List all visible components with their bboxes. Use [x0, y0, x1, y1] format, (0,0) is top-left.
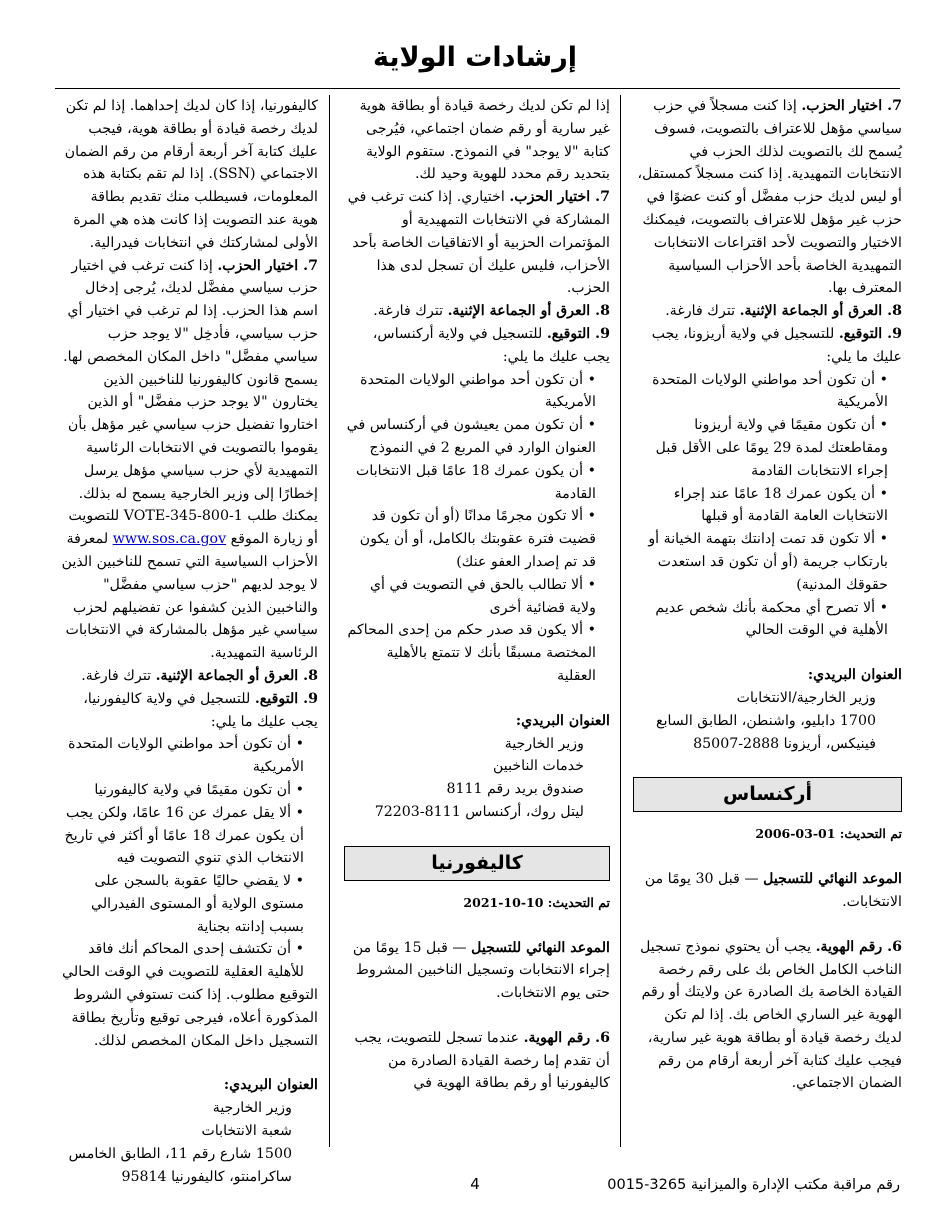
state-header-arkansas: أركنساس: [633, 777, 902, 812]
arizona-party-section: 7. اختيار الحزب. إذا كنت مسجلاً في حزب سياسي مؤهل للاعتراف بالتصويت، فسوف يُسمح لك بالتصويت لذلك الحزب في الانتخابات التمهيدية. إذا كنت مسجلاً كمستقل، أو ليس لديك حزب مفضَّل أو كنت عضوًا في حزب غير مؤهل للاعتراف بالتصويت، فيمكنك الاختيار والتصويت لأحد اقتراعات الانتخابات التمهيدية الخاصة بأحد الأحزاب السياسية المعترف بها.: [637, 98, 902, 297]
arizona-signature-section: 9. التوقيع. للتسجيل في ولاية أريزونا، يجب عليك ما يلي:: [651, 325, 902, 365]
california-race-section: 8. العرق أو الجماعة الإثنية. تترك فارغة.: [81, 667, 318, 684]
page-title: إرشادات الولاية: [372, 42, 578, 73]
list-item: • أن يكون عمرك 18 عامًا عند إجراء الانتخابات العامة القادمة أو قبلها: [673, 485, 888, 525]
section-label: 6. رقم الهوية.: [815, 938, 902, 955]
address-line: فينيكس، أريزونا 2888-85007: [693, 735, 876, 752]
address-line: وزير الخارجية: [212, 1100, 292, 1117]
state-header-california: كاليفورنيا: [344, 846, 610, 881]
deadline-label: الموعد النهائي للتسجيل: [763, 871, 902, 888]
arkansas-signature-section: 9. التوقيع. للتسجيل في ولاية أركنساس، يجب عليك ما يلي:: [372, 325, 610, 365]
list-item: • ألا تطالب بالحق في التصويت في أي ولاية قضائية أخرى: [369, 576, 596, 616]
address-line: ليتل روك، أركنساس 8111-72203: [374, 803, 584, 820]
list-item: • ألا تصرح أي محكمة بأنك شخص عديم الأهلية في الوقت الحالي: [655, 599, 888, 639]
address-line: شعبة الانتخابات: [201, 1123, 292, 1140]
column-middle: [344, 95, 610, 1095]
updated-date: تم التحديث: 01-03-2006: [755, 826, 902, 842]
list-item: • ألا يقل عمرك عن 16 عامًا، ولكن يجب أن يكون عمرك 18 عامًا أو أكثر في تاريخ الانتخاب الذي تنوي التصويت فيه: [64, 804, 304, 867]
list-item: • أن تكون ممن يعيشون في أركنساس في العنوان الوارد في المربع 2 في النموذج: [346, 417, 596, 456]
column-right: [633, 95, 902, 1095]
updated-date: تم التحديث: 10-10-2021: [463, 894, 610, 910]
omb-control-number: رقم مراقبة مكتب الإدارة والميزانية 3265-0015: [607, 1177, 900, 1193]
address-line: وزير الخارجية/الانتخابات: [736, 689, 876, 706]
list-item: • أن يكون عمرك 18 عامًا قبل الانتخابات القادمة: [356, 462, 596, 502]
column-divider-right: [620, 95, 621, 1147]
section-label: 7. اختيار الحزب.: [509, 189, 610, 206]
address-line: وزير الخارجية: [504, 735, 584, 752]
list-item: • أن تكون مقيمًا في ولاية أريزونا ومقاطعتك لمدة 29 يومًا على الأقل قبل إجراء الانتخابات القادمة: [655, 417, 888, 479]
list-item: • أن تكون أحد مواطني الولايات المتحدة الأمريكية: [360, 371, 596, 411]
section-label: 8. العرق أو الجماعة الإثنية.: [155, 667, 318, 684]
mailing-address-label: العنوان البريدي:: [807, 667, 902, 684]
column-left: [60, 95, 318, 1188]
mailing-address-label: العنوان البريدي:: [223, 1077, 318, 1094]
page-number: 4: [470, 1175, 480, 1193]
address-line: ساكرامنتو، كاليفورنيا 95814: [121, 1168, 292, 1185]
list-item: • لا يقضي حاليًا عقوبة بالسجن على مستوى الولاية أو المستوى الفيدرالي بسبب إدانته بجناية: [91, 873, 304, 935]
section-label: 9. التوقيع.: [546, 325, 610, 342]
section-label: 8. العرق أو الجماعة الإثنية.: [739, 303, 902, 320]
address-line: 1500 شارع رقم 11، الطابق الخامس: [68, 1145, 292, 1162]
list-item: • أن تكون أحد مواطني الولايات المتحدة الأمريكية: [652, 371, 888, 411]
list-item: • أن تكون أحد مواطني الولايات المتحدة الأمريكية: [68, 736, 304, 776]
list-item: • أن تكون مقيمًا في ولاية كاليفورنيا: [94, 781, 304, 798]
section-label: 7. اختيار الحزب.: [217, 257, 318, 274]
address-line: صندوق بريد رقم 8111: [446, 781, 584, 798]
california-id-section: 6. رقم الهوية. عندما تسجل للتصويت، يجب أن تقدم إما رخصة القيادة الصادرة من كاليفورنيا أو رقم بطاقة الهوية في: [354, 1029, 610, 1092]
title-rule: [55, 88, 900, 89]
arkansas-race-section: 8. العرق أو الجماعة الإثنية. تترك فارغة.: [373, 303, 610, 320]
address-line: 1700 دابليو، واشنطن، الطابق السابع: [656, 712, 876, 729]
column-divider-left: [329, 95, 330, 1147]
sos-website-link[interactable]: www.sos.ca.gov: [112, 531, 227, 548]
signature-note: التوقيع مطلوب. إذا كنت تستوفي الشروط المذكورة أعلاه، فيرجى توقيع وتأريخ بطاقة التسجيل داخل المكان المخصص لذلك.: [71, 987, 318, 1049]
list-item: • أن تكتشف إحدى المحاكم أنك فاقد للأهلية العقلية للتصويت في الوقت الحالي: [62, 941, 304, 981]
section-label: 7. اختيار الحزب.: [801, 98, 902, 114]
mailing-address-label: العنوان البريدي:: [515, 712, 610, 729]
arkansas-id-section: 6. رقم الهوية. يجب أن يحتوي نموذج تسجيل الناخب الكامل الخاص بك على رقم رخصة القيادة الخاصة بك الصادرة عن ولايتك أو رقم الهوية غير الساري الخاص بك. إذا لم تكن لديك رخصة قيادة أو بطاقة هوية غير سارية، فيجب عليك كتابة آخر أربعة أرقام من رقم الضمان الاجتماعي.: [640, 938, 902, 1092]
arizona-race-section: 8. العرق أو الجماعة الإثنية. تترك فارغة.: [665, 303, 902, 320]
registration-deadline: الموعد النهائي للتسجيل — قبل 15 يومًا من إجراء الانتخابات وتسجيل الناخبين المشروط حتى يوم الانتخابات.: [352, 939, 610, 1002]
address-line: خدمات الناخبين: [492, 758, 584, 775]
section-label: 9. التوقيع.: [254, 690, 318, 707]
arkansas-id-continued: إذا لم تكن لديك رخصة قيادة أو بطاقة هوية غير سارية أو رقم ضمان اجتماعي، فيُرجى كتابة "لا يوجد" في النموذج. ستقوم الولاية بتحديد رقم محدد للهوية وحيد لك.: [359, 98, 610, 183]
section-label: 9. التوقيع.: [838, 325, 902, 342]
section-label: 6. رقم الهوية.: [523, 1029, 610, 1046]
california-signature-section: 9. التوقيع. للتسجيل في ولاية كاليفورنيا، يجب عليك ما يلي:: [83, 690, 318, 730]
list-item: • ألا تكون مجرمًا مدانًا (أو أن تكون قد قضيت فترة عقوبتك بالكامل، أو أن يكون قد تم إصدار العفو عنك): [359, 508, 596, 570]
arkansas-party-section: 7. اختيار الحزب. اختياري. إذا كنت ترغب في المشاركة في الانتخابات التمهيدية أو المؤتمرات الحزبية أو الاتفاقيات الخاصة بأحد الأحزاب، فليس عليك أن تسجل لدى هذا الحزب.: [347, 189, 610, 297]
california-party-section: 7. اختيار الحزب. إذا كنت ترغب في اختيار حزب سياسي مفضَّل لديك، يُرجى إدخال اسم هذا الحزب. إذا لم ترغب في اختيار أي حزب سياسي، فأدخِل "لا يوجد حزب سياسي مفضَّل" داخل المكان المخصص لها. يسمح قانون كاليفورنيا للناخبين الذين يختارون "لا يوجد حزب مفضَّل" أو الذين اختاروا تفضيل حزب سياسي غير مؤهل بأن يقوموا بالتصويت في الانتخابات الرئاسية التمهيدية لأي حزب سياسي مؤهل يرسل إخطارًا إلى وزير الخارجية يسمح له بذلك. يمكنك طلب 1-800-345-VOTE للتصويت أو زيارة الموقع www.sos.ca.gov لمعرفة الأحزاب السياسية التي تسمح للناخبين الذين لا يوجد لديهم "حزب سياسي مفضَّل" والناخبين الذين كشفوا عن تفضيلهم لحزب سياسي غير مؤهل بالمشاركة في الانتخابات الرئاسية التمهيدية.: [61, 257, 318, 662]
list-item: • ألا يكون قد صدر حكم من إحدى المحاكم المختصة مسبقًا بأنك لا تتمتع بالأهلية العقلية: [347, 622, 596, 684]
list-item: • ألا تكون قد تمت إدانتك بتهمة الخيانة أو بارتكاب جريمة (أو أن تكون قد استعدت حقوقك المدنية): [648, 531, 888, 593]
deadline-label: الموعد النهائي للتسجيل: [471, 939, 610, 956]
section-label: 8. العرق أو الجماعة الإثنية.: [447, 303, 610, 320]
registration-deadline: الموعد النهائي للتسجيل — قبل 30 يومًا من الانتخابات.: [644, 871, 902, 910]
california-id-continued: كاليفورنيا، إذا كان لديك إحداهما. إذا لم تكن لديك رخصة قيادة أو بطاقة هوية، فيجب عليك كتابة آخر أربعة أرقام من رقم الضمان الاجتماعي (SSN). إذا لم تقم بكتابة هذه المعلومات، فسيطلب منك تقديم بطاقة هوية عند التصويت إذا كانت هذه هي المرة الأولى لمشاركتك في انتخابات فيدرالية.: [64, 98, 318, 251]
